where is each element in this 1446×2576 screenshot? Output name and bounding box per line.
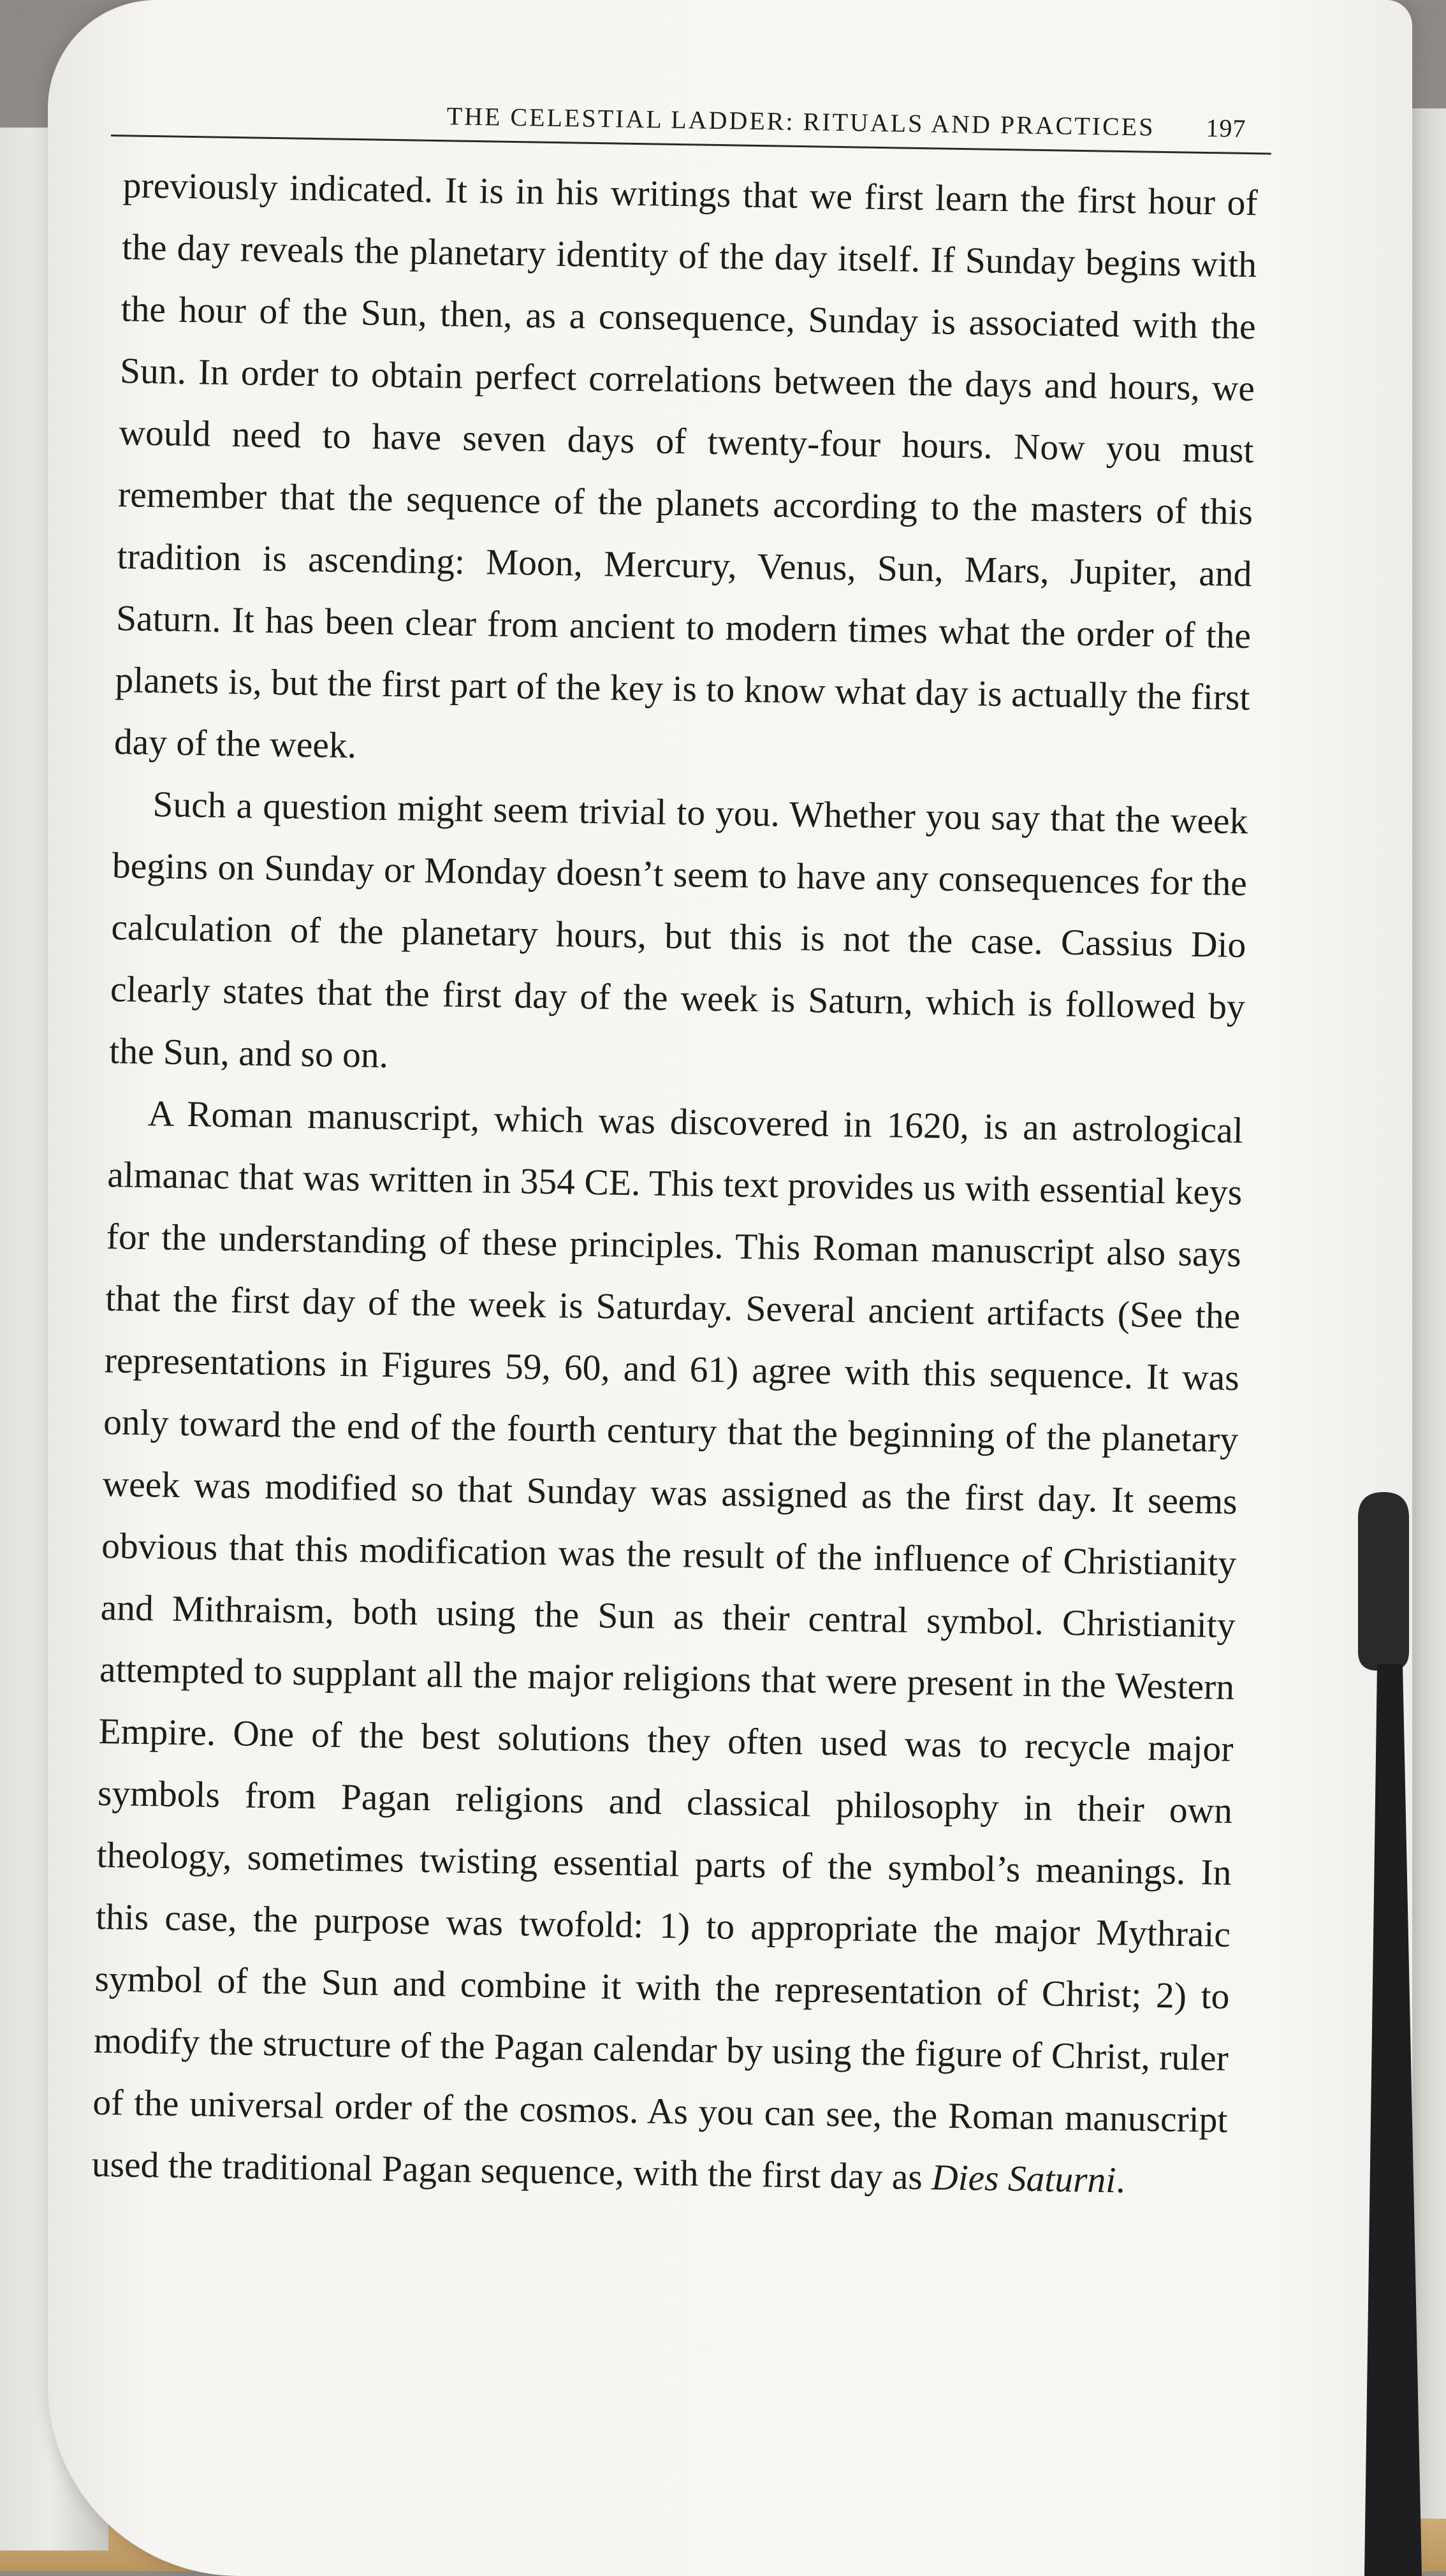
ribbon-bookmark [1345, 1492, 1422, 2576]
running-head [111, 96, 1272, 155]
page-body [78, 154, 1271, 2213]
paragraph: previously indicated. It is in his writings that we first learn the first hour of the day reveals the planetary identity of the day itself. If Sunday begins with the hour of the Sun, then, as a consequence, Sunday is associated with the Sun. In order to obtain perfect correlations between the days and hours, we would need to have seven days of twenty-four hours. Now you must remember that the sequence of the planets according to the masters of this tradition is ascending: Moon, Mercury, Venus, Sun, Mars, Jupiter, and Saturn. It has been clear from ancient to modern times what the order of the planets is, but the first part of the key is to know what day is actually the first day of the week. [113, 165, 1259, 766]
paragraph: Such a question might seem trivial to you. Whether you say that the week begins on Sunday or Monday doesn’t seem to have any consequences for the calculation of the planetary hours, but this is not the case. Cassius Dio clearly states that the first day of the week is Saturn, which is followed by the Sun, and so on. [108, 784, 1248, 1076]
running-head-title: THE CELESTIAL LADDER: RITUALS AND PRACTICES [446, 101, 1155, 142]
paragraph-text: A Roman manuscript, which was discovered in 1620, is an astrological almanac that was written in 354 CE. This text provides us with essential keys for the understanding of these principles. This Roman manuscript also says that the first day of the week is Saturday. Several ancient artifacts (See the representations in Figures 59, 60, and 61) agree with this sequence. It was only toward the end of the fourth century that the beginning of the planetary week was modified so that Sunday was assigned as the first day. It seems obvious that this modification was the result of the influence of Christianity and Mithraism, both using the Sun as their central symbol. Christianity attempted to supplant all the major religions that were present in the Western Empire. One of the best solutions they often used was to recycle major symbols from Pagan religions and classical philosophy in their own theology, sometimes twisting essential parts of the symbol’s meanings. In this case, the purpose was twofold: 1) to appropriate the major Mythraic symbol of the Sun and combine it with the representation of Christ; 2) to modify the structure of the Pagan calendar by using the figure of Christ, ruler of the universal order of the cosmos. As you can see, the Roman manuscript used the traditional Pagan sequence, with the first day as [91, 1094, 1244, 2198]
italic-term: Dies Saturni [931, 2157, 1116, 2201]
book-page [48, 0, 1412, 2576]
page-number: 197 [1206, 113, 1246, 143]
paragraph [91, 1082, 1243, 2213]
paragraph-end: . [1115, 2160, 1126, 2201]
bookmark-clip [1358, 1492, 1409, 1671]
page-content [78, 96, 1271, 2213]
bookmark-ribbon [1364, 1664, 1422, 2576]
